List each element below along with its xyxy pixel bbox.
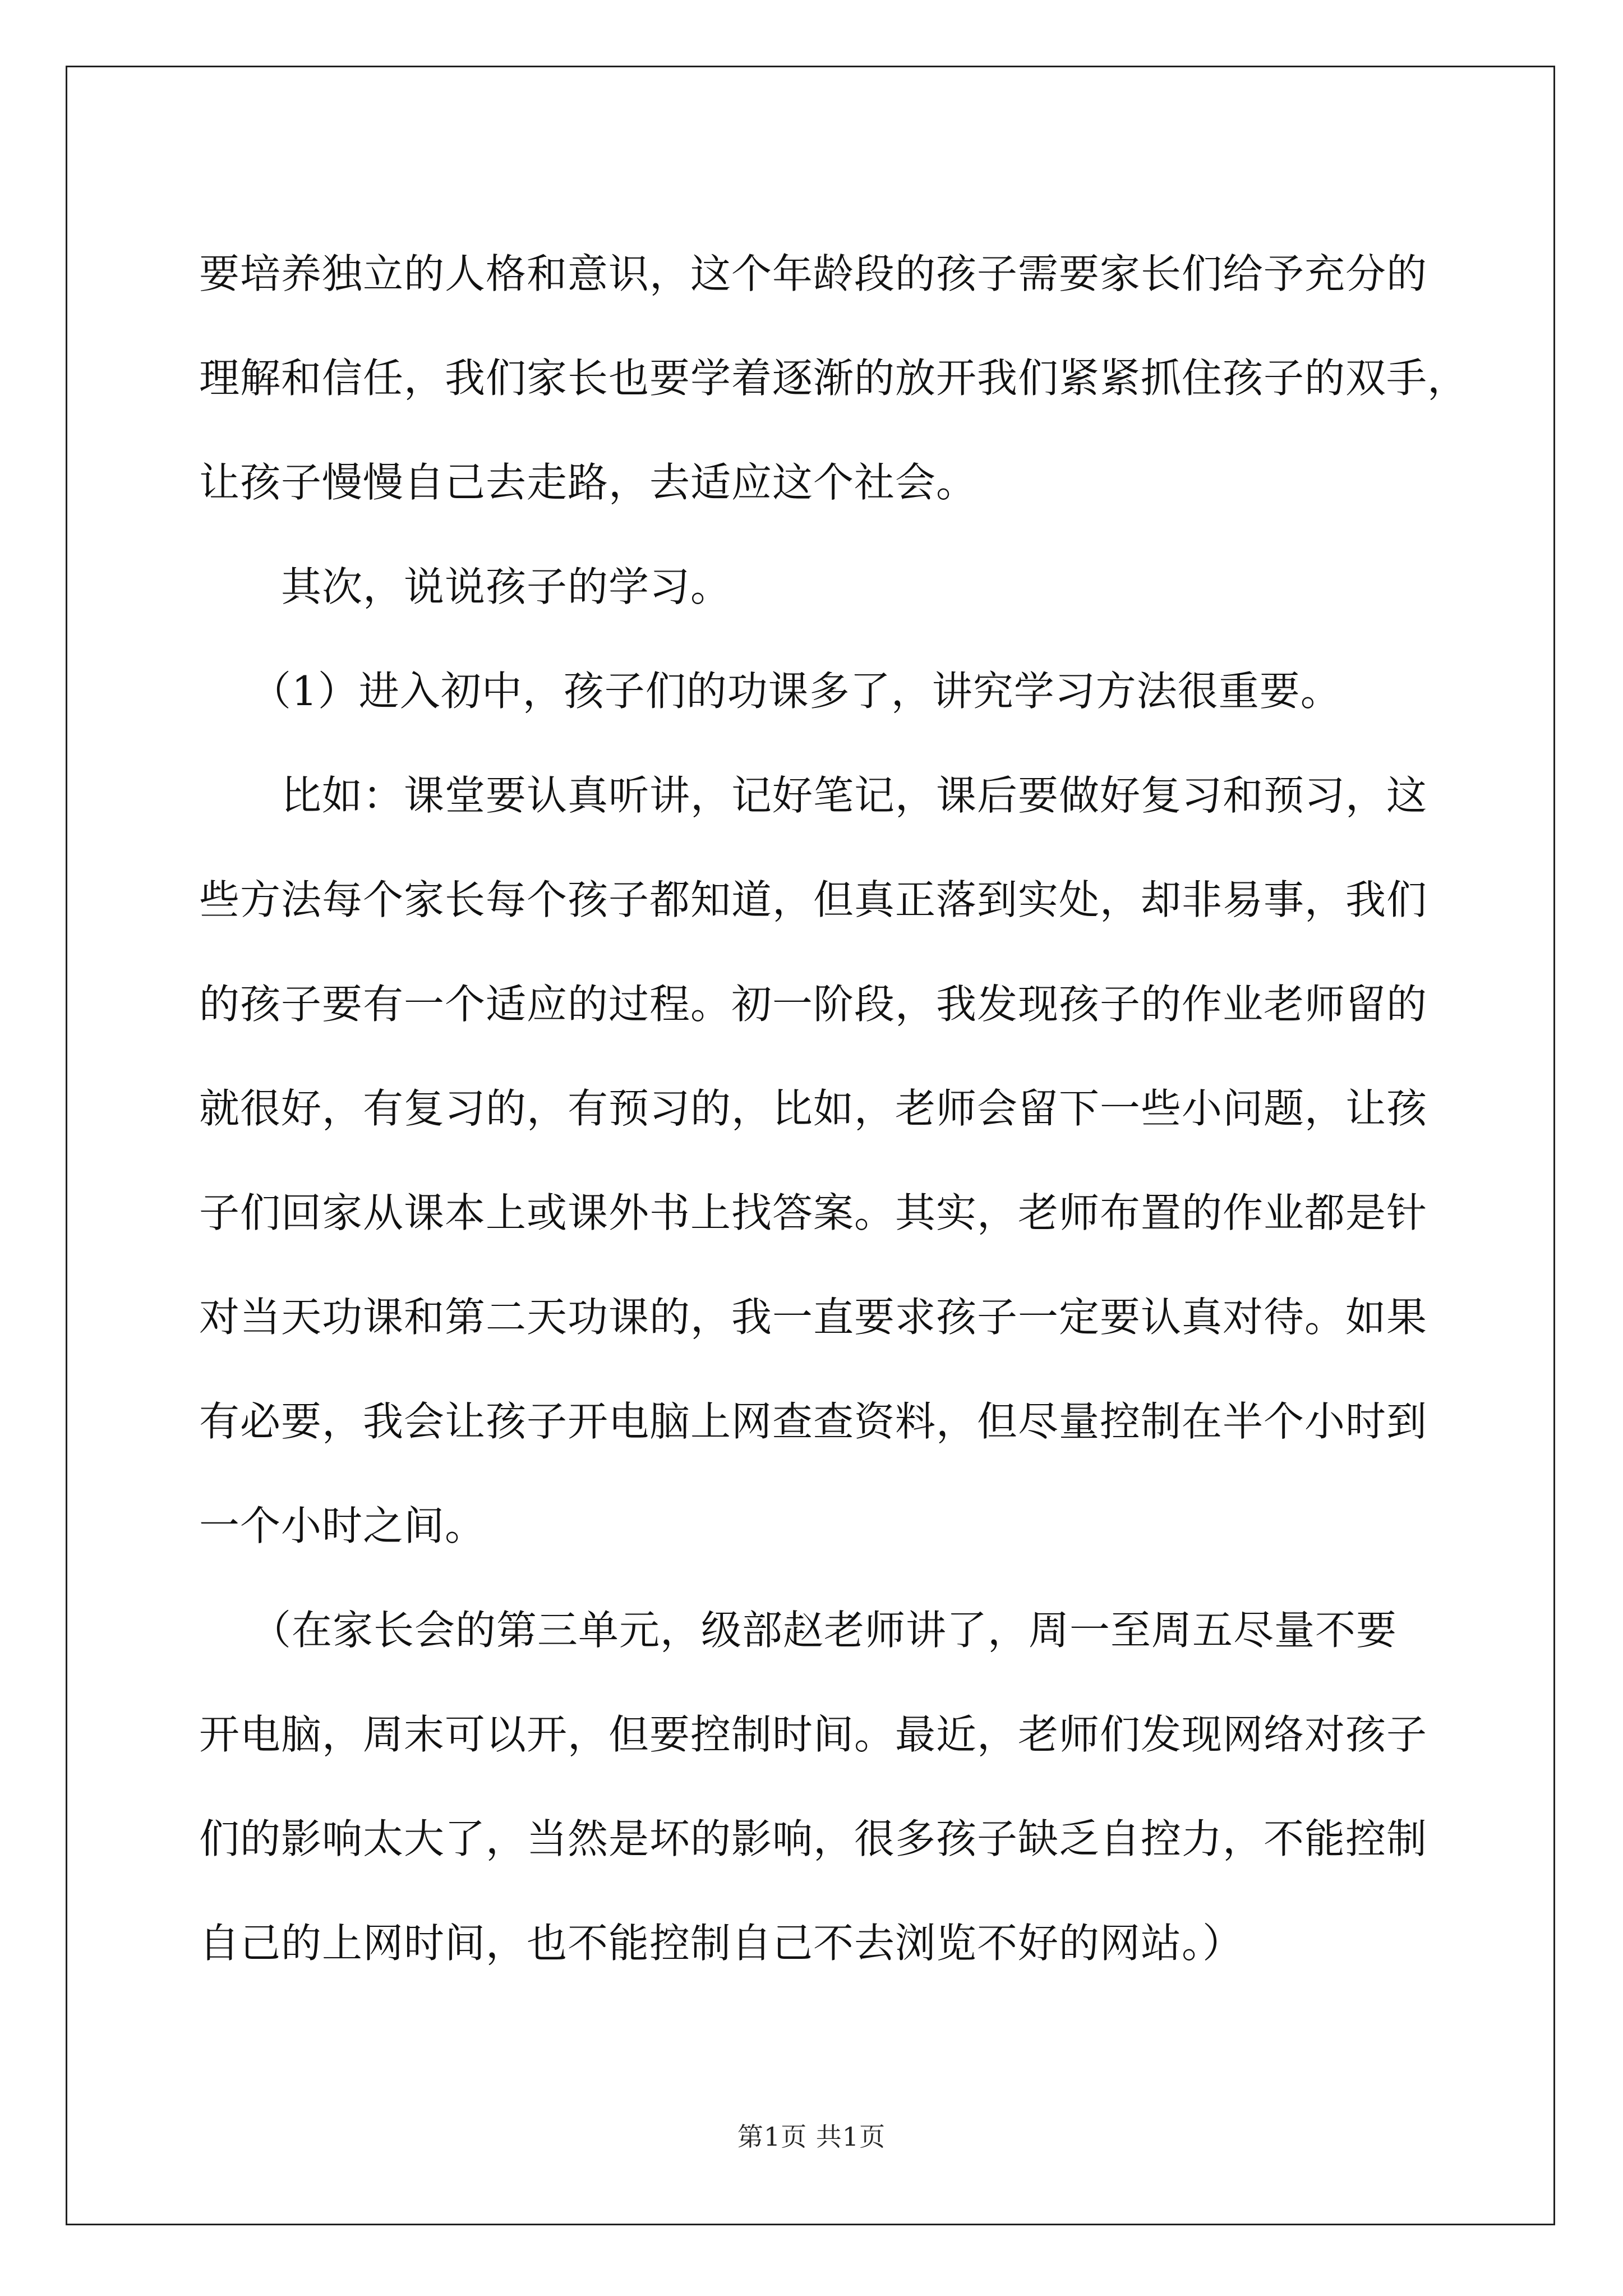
text-line: 理解和信任，我们家长也要学着逐渐的放开我们紧紧抓住孩子的双手， [199, 355, 1469, 402]
text-line: 自己的上网时间，也不能控制自己不去浏览不好的网站。） [199, 1920, 1244, 1967]
text-line: 就很好，有复习的，有预习的，比如，老师会留下一些小问题，让孩 [199, 1085, 1428, 1132]
text-line: 对当天功课和第二天功课的，我一直要求孩子一定要认真对待。如果 [199, 1294, 1428, 1341]
paragraph-heading: 其次，说说孩子的学习。 [281, 563, 732, 610]
text-line: 要培养独立的人格和意识，这个年龄段的孩子需要家长们给予充分的 [199, 250, 1428, 297]
text-line: 让孩子慢慢自己去走路，去适应这个社会。 [199, 459, 978, 506]
text-line: 们的影响太大了，当然是坏的影响，很多孩子缺乏自控力，不能控制 [199, 1815, 1428, 1862]
text-line: 一个小时之间。 [199, 1502, 486, 1549]
text-line: （在家长会的第三单元，级部赵老师讲了，周一至周五尽量不要 [251, 1607, 1398, 1654]
text-line: 些方法每个家长每个孩子都知道，但真正落到实处，却非易事，我们 [199, 876, 1428, 923]
document-body [199, 222, 1469, 1995]
numbered-point: （1）进入初中，孩子们的功课多了，讲究学习方法很重要。 [251, 668, 1341, 715]
text-line: 开电脑，周末可以开，但要控制时间。最近，老师们发现网络对孩子 [199, 1711, 1428, 1758]
text-line: 的孩子要有一个适应的过程。初一阶段，我发现孩子的作业老师留的 [199, 981, 1428, 1028]
text-line: 子们回家从课本上或课外书上找答案。其实，老师布置的作业都是针 [199, 1189, 1428, 1236]
text-line: 比如：课堂要认真听讲，记好笔记，课后要做好复习和预习，这 [281, 772, 1428, 819]
text-line: 有必要，我会让孩子开电脑上网查查资料，但尽量控制在半个小时到 [199, 1398, 1428, 1445]
page-number-footer: 第1页 共1页 [737, 2122, 886, 2152]
